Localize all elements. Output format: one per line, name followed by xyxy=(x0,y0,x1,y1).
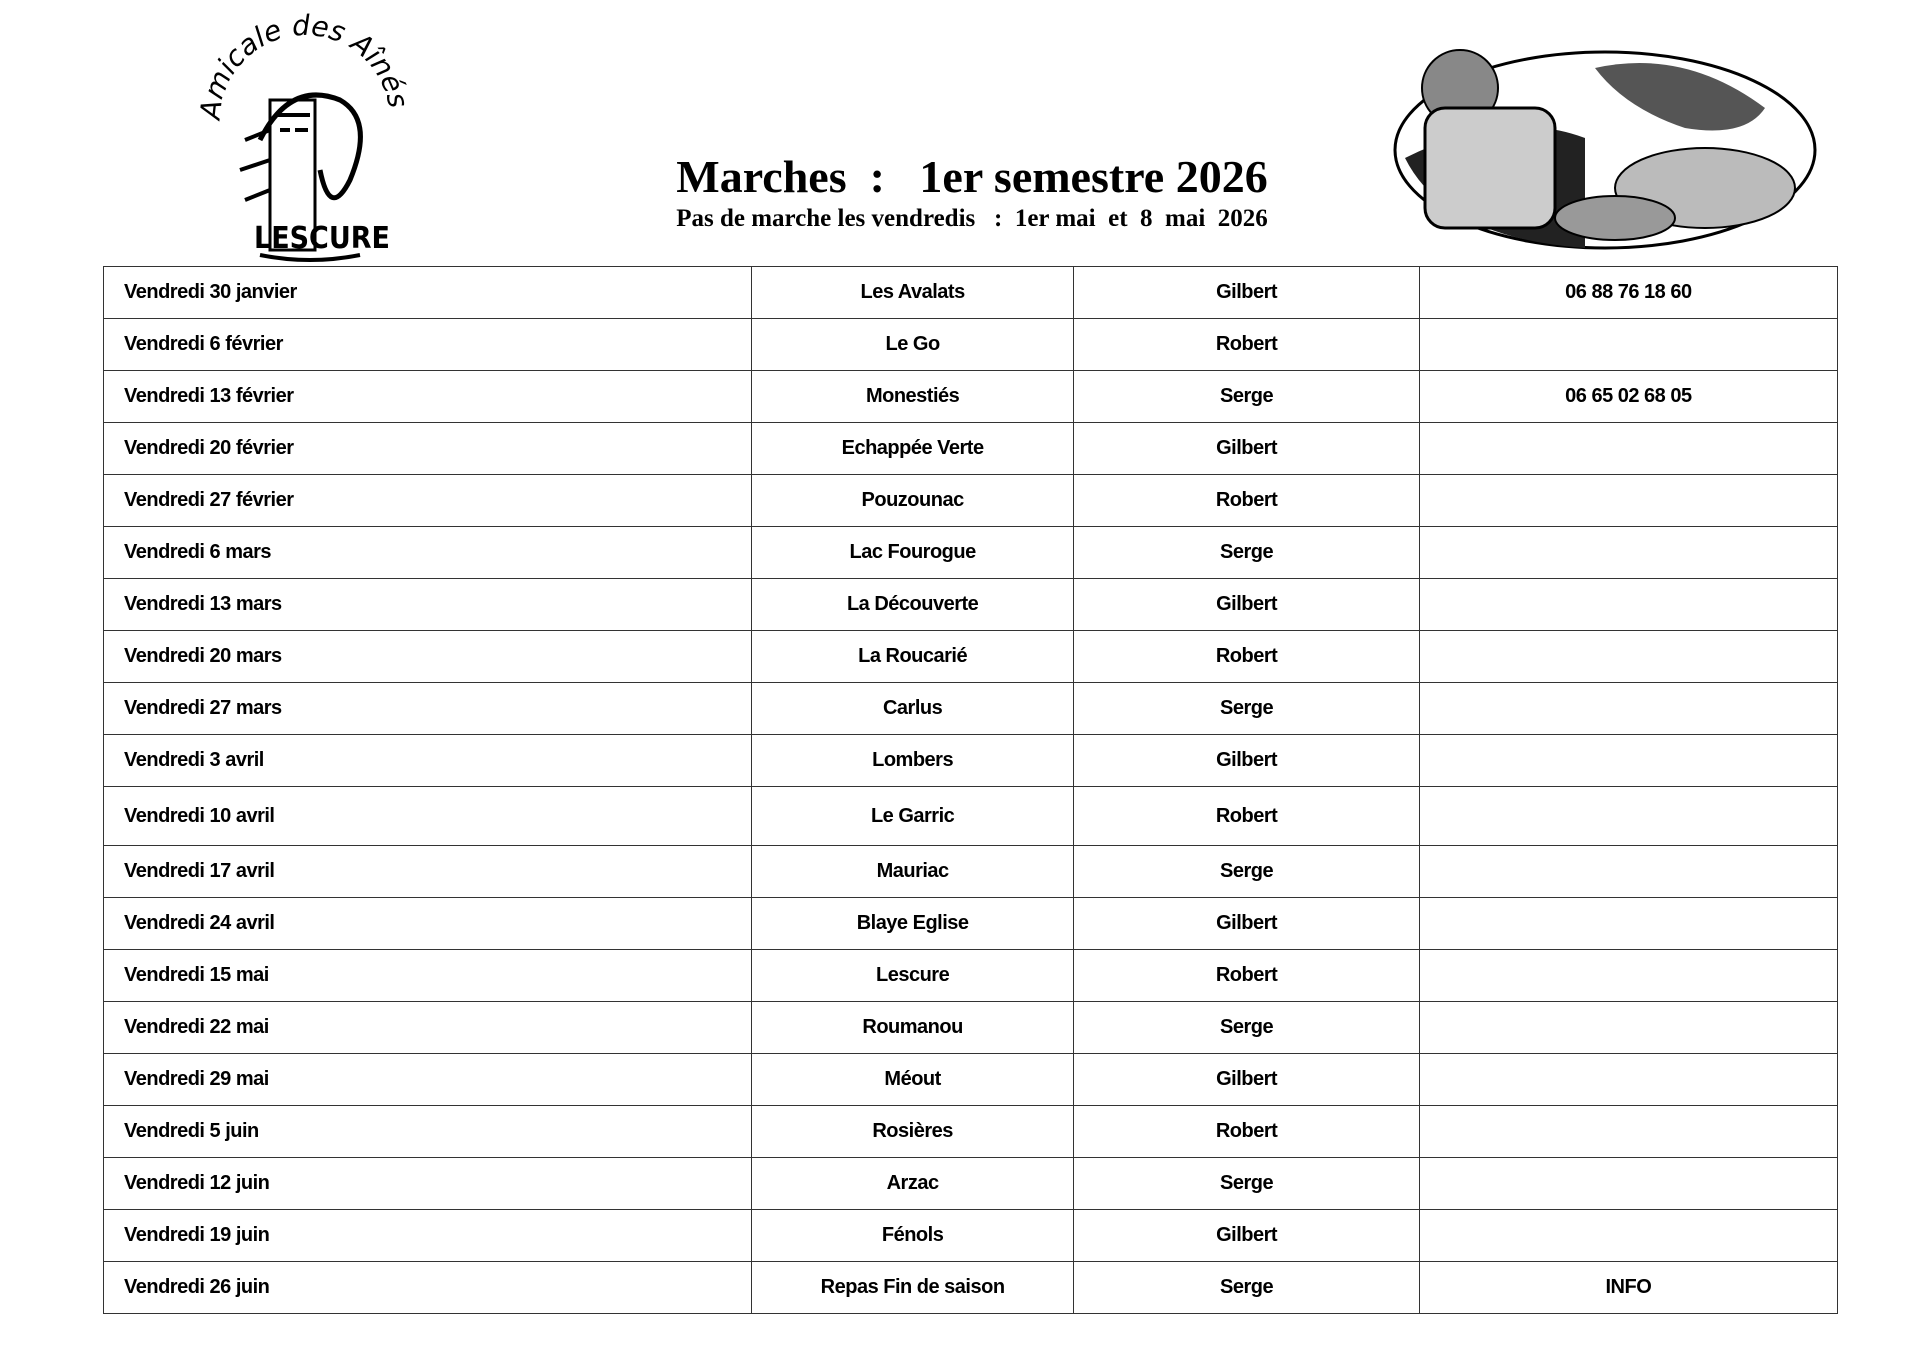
info-cell xyxy=(1419,1158,1837,1210)
date-cell: Vendredi 3 avril xyxy=(104,735,752,787)
page-subtitle: Pas de marche les vendredis : 1er mai et 8 mai 2026 xyxy=(676,205,1268,232)
table-row xyxy=(104,735,1838,787)
place-cell: La Découverte xyxy=(751,579,1074,631)
guide-cell: Gilbert xyxy=(1074,898,1419,950)
guide-cell: Robert xyxy=(1074,631,1419,683)
place-cell: Roumanou xyxy=(751,1002,1074,1054)
guide-cell: Serge xyxy=(1074,1002,1419,1054)
table-row xyxy=(104,631,1838,683)
place-cell: Le Garric xyxy=(751,787,1074,846)
table-row xyxy=(104,950,1838,1002)
table-row xyxy=(104,1210,1838,1262)
date-cell: Vendredi 5 juin xyxy=(104,1106,752,1158)
date-cell: Vendredi 6 février xyxy=(104,319,752,371)
place-cell: Blaye Eglise xyxy=(751,898,1074,950)
place-cell: La Roucarié xyxy=(751,631,1074,683)
guide-cell: Robert xyxy=(1074,787,1419,846)
info-cell xyxy=(1419,1210,1837,1262)
info-cell xyxy=(1419,1054,1837,1106)
date-cell: Vendredi 17 avril xyxy=(104,846,752,898)
table-row xyxy=(104,1054,1838,1106)
place-cell: Carlus xyxy=(751,683,1074,735)
place-cell: Les Avalats xyxy=(751,267,1074,319)
place-cell: Arzac xyxy=(751,1158,1074,1210)
table-row xyxy=(104,1106,1838,1158)
guide-cell: Serge xyxy=(1074,1158,1419,1210)
guide-cell: Serge xyxy=(1074,527,1419,579)
date-cell: Vendredi 29 mai xyxy=(104,1054,752,1106)
guide-cell: Robert xyxy=(1074,475,1419,527)
date-cell: Vendredi 30 janvier xyxy=(104,267,752,319)
place-cell: Monestiés xyxy=(751,371,1074,423)
table-row xyxy=(104,1262,1838,1314)
guide-cell: Gilbert xyxy=(1074,579,1419,631)
place-cell: Mauriac xyxy=(751,846,1074,898)
guide-cell: Gilbert xyxy=(1074,423,1419,475)
date-cell: Vendredi 19 juin xyxy=(104,1210,752,1262)
info-cell xyxy=(1419,1106,1837,1158)
guide-cell: Serge xyxy=(1074,683,1419,735)
info-cell xyxy=(1419,631,1837,683)
date-cell: Vendredi 20 février xyxy=(104,423,752,475)
guide-cell: Serge xyxy=(1074,371,1419,423)
date-cell: Vendredi 26 juin xyxy=(104,1262,752,1314)
place-cell: Lac Fourogue xyxy=(751,527,1074,579)
info-cell: 06 88 76 18 60 xyxy=(1419,267,1837,319)
date-cell: Vendredi 27 février xyxy=(104,475,752,527)
table-row xyxy=(104,475,1838,527)
place-cell: Pouzounac xyxy=(751,475,1074,527)
info-cell xyxy=(1419,787,1837,846)
page-title: Marches : 1er semestre 2026 xyxy=(676,151,1268,202)
info-cell: INFO xyxy=(1419,1262,1837,1314)
date-cell: Vendredi 27 mars xyxy=(104,683,752,735)
place-cell: Rosières xyxy=(751,1106,1074,1158)
table-row xyxy=(104,846,1838,898)
place-cell: Echappée Verte xyxy=(751,423,1074,475)
place-cell: Lescure xyxy=(751,950,1074,1002)
info-cell: 06 65 02 68 05 xyxy=(1419,371,1837,423)
table-row xyxy=(104,1158,1838,1210)
info-cell xyxy=(1419,898,1837,950)
guide-cell: Gilbert xyxy=(1074,267,1419,319)
info-cell xyxy=(1419,950,1837,1002)
place-cell: Fénols xyxy=(751,1210,1074,1262)
guide-cell: Gilbert xyxy=(1074,1054,1419,1106)
place-cell: Repas Fin de saison xyxy=(751,1262,1074,1314)
guide-cell: Robert xyxy=(1074,1106,1419,1158)
table-row xyxy=(104,683,1838,735)
place-cell: Le Go xyxy=(751,319,1074,371)
place-cell: Lombers xyxy=(751,735,1074,787)
info-cell xyxy=(1419,319,1837,371)
guide-cell: Gilbert xyxy=(1074,735,1419,787)
guide-cell: Serge xyxy=(1074,846,1419,898)
guide-cell: Robert xyxy=(1074,950,1419,1002)
date-cell: Vendredi 15 mai xyxy=(104,950,752,1002)
table-row xyxy=(104,423,1838,475)
info-cell xyxy=(1419,475,1837,527)
info-cell xyxy=(1419,683,1837,735)
info-cell xyxy=(1419,527,1837,579)
table-row xyxy=(104,527,1838,579)
date-cell: Vendredi 22 mai xyxy=(104,1002,752,1054)
walk-schedule-table xyxy=(103,266,1838,1314)
info-cell xyxy=(1419,846,1837,898)
date-cell: Vendredi 13 mars xyxy=(104,579,752,631)
svg-text:Amicale des Aînés: micale des Aînés xyxy=(200,10,415,111)
date-cell: Vendredi 20 mars xyxy=(104,631,752,683)
date-cell: Vendredi 6 mars xyxy=(104,527,752,579)
info-cell xyxy=(1419,1002,1837,1054)
table-row xyxy=(104,898,1838,950)
table-row xyxy=(104,787,1838,846)
info-cell xyxy=(1419,579,1837,631)
guide-cell: Gilbert xyxy=(1074,1210,1419,1262)
svg-text:LESCURE: LESCURE xyxy=(254,220,390,256)
info-cell xyxy=(1419,423,1837,475)
table-row xyxy=(104,267,1838,319)
date-cell: Vendredi 12 juin xyxy=(104,1158,752,1210)
table-row xyxy=(104,579,1838,631)
date-cell: Vendredi 24 avril xyxy=(104,898,752,950)
date-cell: Vendredi 10 avril xyxy=(104,787,752,846)
place-cell: Méout xyxy=(751,1054,1074,1106)
info-cell xyxy=(1419,735,1837,787)
table-row xyxy=(104,319,1838,371)
guide-cell: Robert xyxy=(1074,319,1419,371)
guide-cell: Serge xyxy=(1074,1262,1419,1314)
table-row xyxy=(104,371,1838,423)
table-row xyxy=(104,1002,1838,1054)
date-cell: Vendredi 13 février xyxy=(104,371,752,423)
